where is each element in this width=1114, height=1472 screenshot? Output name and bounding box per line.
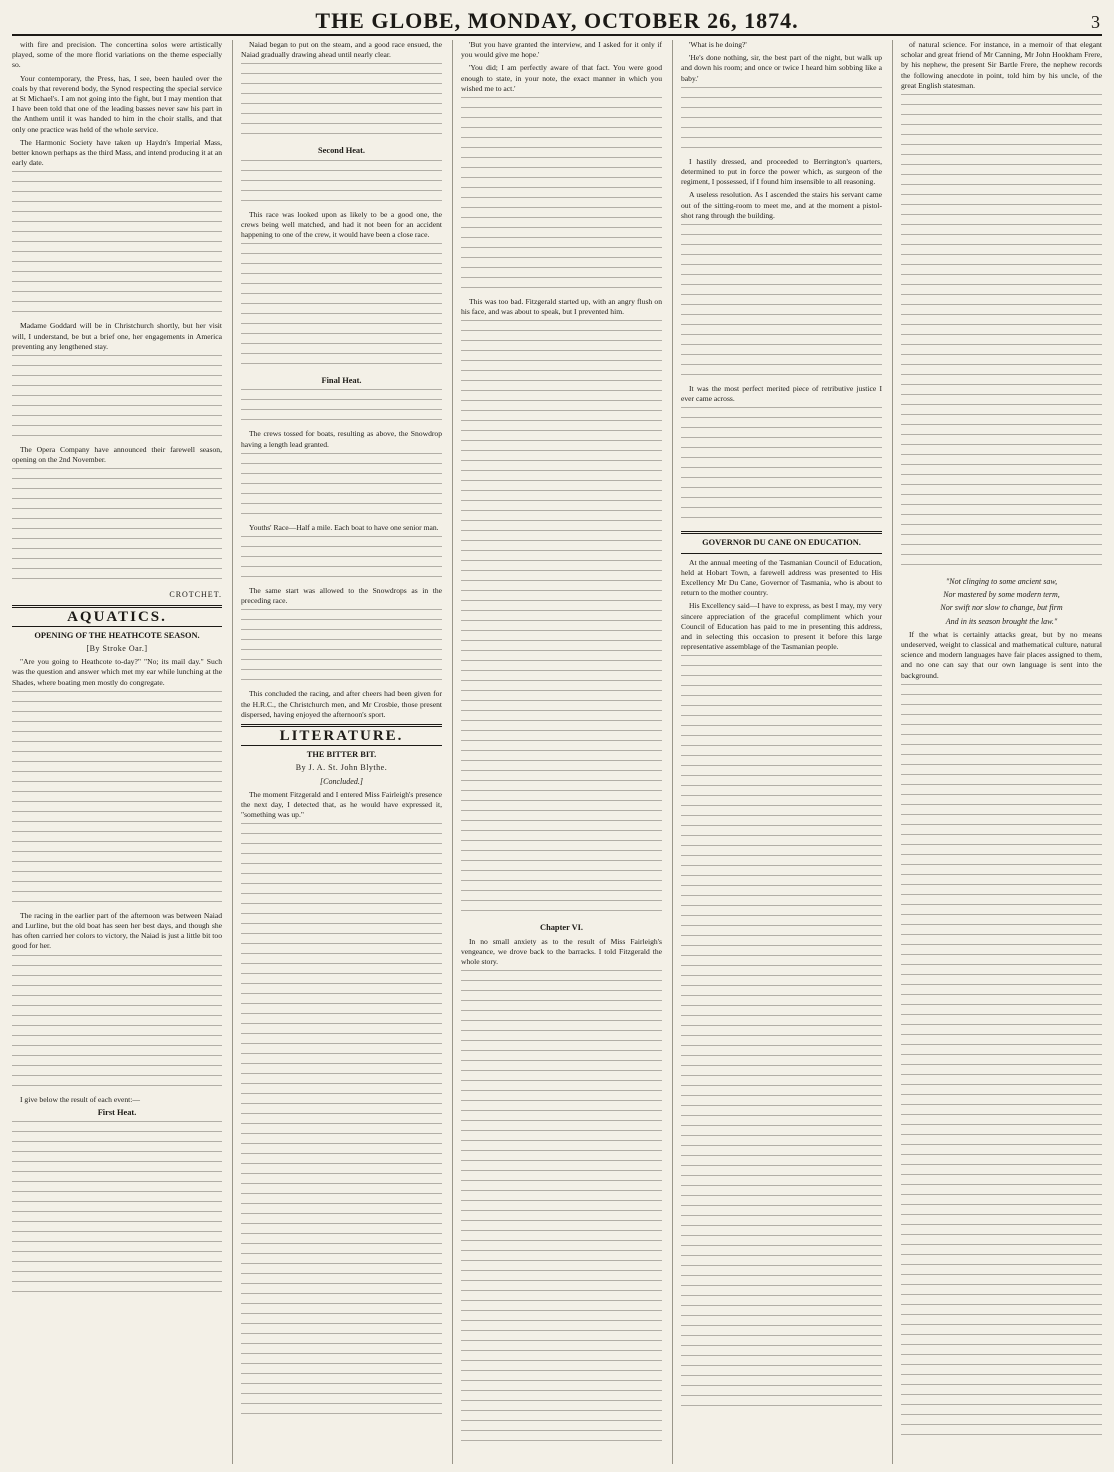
illegible-text-block bbox=[12, 468, 222, 588]
article-paragraph: The Opera Company have announced their farewell season, opening on the 2nd November. bbox=[12, 445, 222, 465]
section-heading: LITERATURE. bbox=[279, 728, 404, 745]
article-headline: GOVERNOR DU CANE ON EDUCATION. bbox=[702, 538, 861, 548]
divider bbox=[681, 553, 882, 554]
poem-line: "Not clinging to some ancient saw, bbox=[945, 577, 1058, 587]
illegible-text-block bbox=[681, 655, 882, 1415]
illegible-text-block bbox=[681, 407, 882, 527]
section-divider bbox=[12, 605, 222, 608]
article-paragraph: This race was looked upon as likely to be a good one, the crews being well matched, and had it not been for an accident happening to one of the crew, it would have been a close race. bbox=[241, 209, 442, 240]
article-paragraph: A useless resolution. As I ascended the stairs his servant came out of the sitting-room to meet me, and at the moment a pistol-shot rang through the building. bbox=[681, 190, 882, 220]
article-headline: OPENING OF THE HEATHCOTE SEASON. bbox=[34, 630, 200, 640]
article-paragraph: It was the most perfect merited piece of retributive justice I ever came across. bbox=[681, 384, 882, 404]
article-paragraph: In no small anxiety as to the result of Miss Fairleigh's vengeance, we drove back to the barracks. I told Fitzgerald the whole story. bbox=[461, 936, 662, 967]
race-heading: First Heat. bbox=[97, 1107, 137, 1117]
section-divider bbox=[241, 724, 442, 727]
illegible-text-block bbox=[12, 171, 222, 321]
article-paragraph: "Are you going to Heathcote to-day?" "No; its mail day." Such was the question and answer which met my ear while lunching at the Shades, where boating men mostly do congregate. bbox=[12, 657, 222, 687]
column-1 bbox=[12, 40, 222, 1464]
illegible-text-block bbox=[461, 970, 662, 1450]
illegible-text-block bbox=[241, 453, 442, 523]
article-paragraph: This concluded the racing, and after cheers had been given for the H.R.C., the Christchurch men, and Mr Crosbie, those present dispersed, having enjoyed the afternoon's sport. bbox=[241, 689, 442, 719]
article-paragraph: If the what is certainly attacks great, but by no means undeserved, weight to classical and mathematical culture, natural science and modern languages have fair places assigned to them, and no one can say that our own language is sent into the background. bbox=[901, 629, 1102, 680]
article-paragraph: His Excellency said—I have to express, as best I may, my very sincere appreciation of the graceful compliment which your Council of Education has paid to me in presenting this address, and in selecting this occasion to present it before this large representative assemblage of the Tasmanian people. bbox=[681, 601, 882, 652]
poem-line: Nor swift nor slow to change, but firm bbox=[940, 603, 1063, 613]
poem-line: Nor mastered by some modern term, bbox=[943, 590, 1060, 600]
concluded-note: [Concluded.] bbox=[320, 776, 363, 786]
illegible-text-block bbox=[12, 955, 222, 1095]
section-divider bbox=[681, 531, 882, 534]
article-paragraph: 'But you have granted the interview, and I asked for it only if you would give me hope.' bbox=[461, 40, 662, 60]
section-heading: AQUATICS. bbox=[67, 608, 167, 625]
divider bbox=[12, 626, 222, 627]
article-paragraph: I give below the result of each event:— bbox=[20, 1094, 140, 1104]
article-headline: THE BITTER BIT. bbox=[306, 750, 377, 760]
article-paragraph: Your contemporary, the Press, has, I see, been hauled over the coals by that reverend body, the Synod respecting the special service at St Michael's. I am not going into the fight, but I may mention that I have been told that one of the leading basses never saw his part in the Anthem until it was handed to him in the choir stalls, and that only one practice was held of the whole service. bbox=[12, 73, 222, 134]
article-paragraph: with fire and precision. The concertina solos were artistically played, some of the more florid variations on the theme especially so. bbox=[12, 40, 222, 70]
illegible-text-block bbox=[241, 609, 442, 689]
illegible-text-block bbox=[241, 160, 442, 210]
newspaper-title: THE GLOBE, MONDAY, OCTOBER 26, 1874. bbox=[315, 8, 799, 33]
article-paragraph: 'You did; I am perfectly aware of that fact. You were good enough to state, in your note, the exact manner in which you wished me to act.' bbox=[461, 63, 662, 93]
article-paragraph: I hastily dressed, and proceeded to Berrington's quarters, determined to put in force the power which, as surgeon of the regiment, I possessed, if I found him insensible to all reasoning. bbox=[681, 156, 882, 187]
columns bbox=[12, 40, 1102, 1464]
article-paragraph: At the annual meeting of the Tasmanian Council of Education, held at Hobart Town, a farewell address was presented to His Excellency Mr Du Cane, Governor of Tasmania, who is about to return to the mother country. bbox=[681, 557, 882, 598]
race-heading: Second Heat. bbox=[318, 146, 365, 156]
article-paragraph: The moment Fitzgerald and I entered Miss Fairleigh's presence the next day, I detected that, as he would have expressed it, "something was up." bbox=[241, 789, 442, 820]
article-paragraph: Youths' Race—Half a mile. Each boat to have one senior man. bbox=[249, 522, 439, 532]
article-paragraph: The crews tossed for boats, resulting as above, the Snowdrop having a length lead granted. bbox=[241, 429, 442, 449]
column-5 bbox=[892, 40, 1102, 1464]
article-paragraph: The Harmonic Society have taken up Haydn's Imperial Mass, better known perhaps as the third Mass, and intend producing it at an early date. bbox=[12, 137, 222, 168]
illegible-text-block bbox=[901, 94, 1102, 574]
column-3 bbox=[452, 40, 662, 1464]
illegible-text-block bbox=[241, 243, 442, 373]
page-number: 3 bbox=[1091, 12, 1100, 32]
article-byline: [By Stroke Oar.] bbox=[86, 644, 148, 654]
article-paragraph: The racing in the earlier part of the afternoon was between Naiad and Lurline, but the old boat has seen her best days, and though she has often carried her colors to victory, the Naiad is just a little bit too good for her. bbox=[12, 910, 222, 951]
article-paragraph: The same start was allowed to the Snowdrops as in the preceding race. bbox=[241, 586, 442, 606]
chapter-heading: Chapter VI. bbox=[540, 923, 583, 933]
illegible-text-block bbox=[461, 97, 662, 297]
poem-line: And in its season brought the law." bbox=[945, 616, 1058, 626]
illegible-text-block bbox=[12, 355, 222, 445]
article-paragraph: of natural science. For instance, in a memoir of that elegant scholar and great friend of Mr Canning, Mr John Hookham Frere, by his nephew, the present Sir Bartle Frere, the nephew records the following anecdote in point, told him by his uncle, of the great English statesman. bbox=[901, 40, 1102, 90]
article-paragraph: This was too bad. Fitzgerald started up, with an angry flush on his face, and was about to speak, but I prevented him. bbox=[461, 297, 662, 317]
illegible-text-block bbox=[12, 1121, 222, 1301]
illegible-text-block bbox=[681, 224, 882, 384]
divider bbox=[241, 745, 442, 746]
illegible-text-block bbox=[901, 684, 1102, 1444]
author-signature: CROTCHET. bbox=[169, 590, 222, 600]
article-paragraph: 'What is he doing?' bbox=[689, 40, 747, 49]
illegible-text-block bbox=[461, 320, 662, 920]
column-2 bbox=[232, 40, 442, 1464]
article-paragraph: 'He's done nothing, sir, the best part of the night, but walk up and down his room; and once or twice I heard him sobbing like a baby.' bbox=[681, 53, 882, 83]
race-heading: Final Heat. bbox=[321, 376, 362, 386]
masthead bbox=[12, 6, 1102, 36]
illegible-text-block bbox=[241, 536, 442, 586]
illegible-text-block bbox=[681, 87, 882, 157]
article-paragraph: Madame Goddard will be in Christchurch shortly, but her visit will, I understand, be but a brief one, her engagements in America preventing any lengthened stay. bbox=[12, 321, 222, 351]
illegible-text-block bbox=[12, 691, 222, 911]
column-4 bbox=[672, 40, 882, 1464]
article-byline: By J. A. St. John Blythe. bbox=[295, 763, 388, 773]
illegible-text-block bbox=[241, 63, 442, 143]
illegible-text-block bbox=[241, 389, 442, 429]
article-paragraph: Naiad began to put on the steam, and a good race ensued, the Naiad gradually drawing ahead until nearly clear. bbox=[241, 40, 442, 60]
illegible-text-block bbox=[241, 823, 442, 1423]
